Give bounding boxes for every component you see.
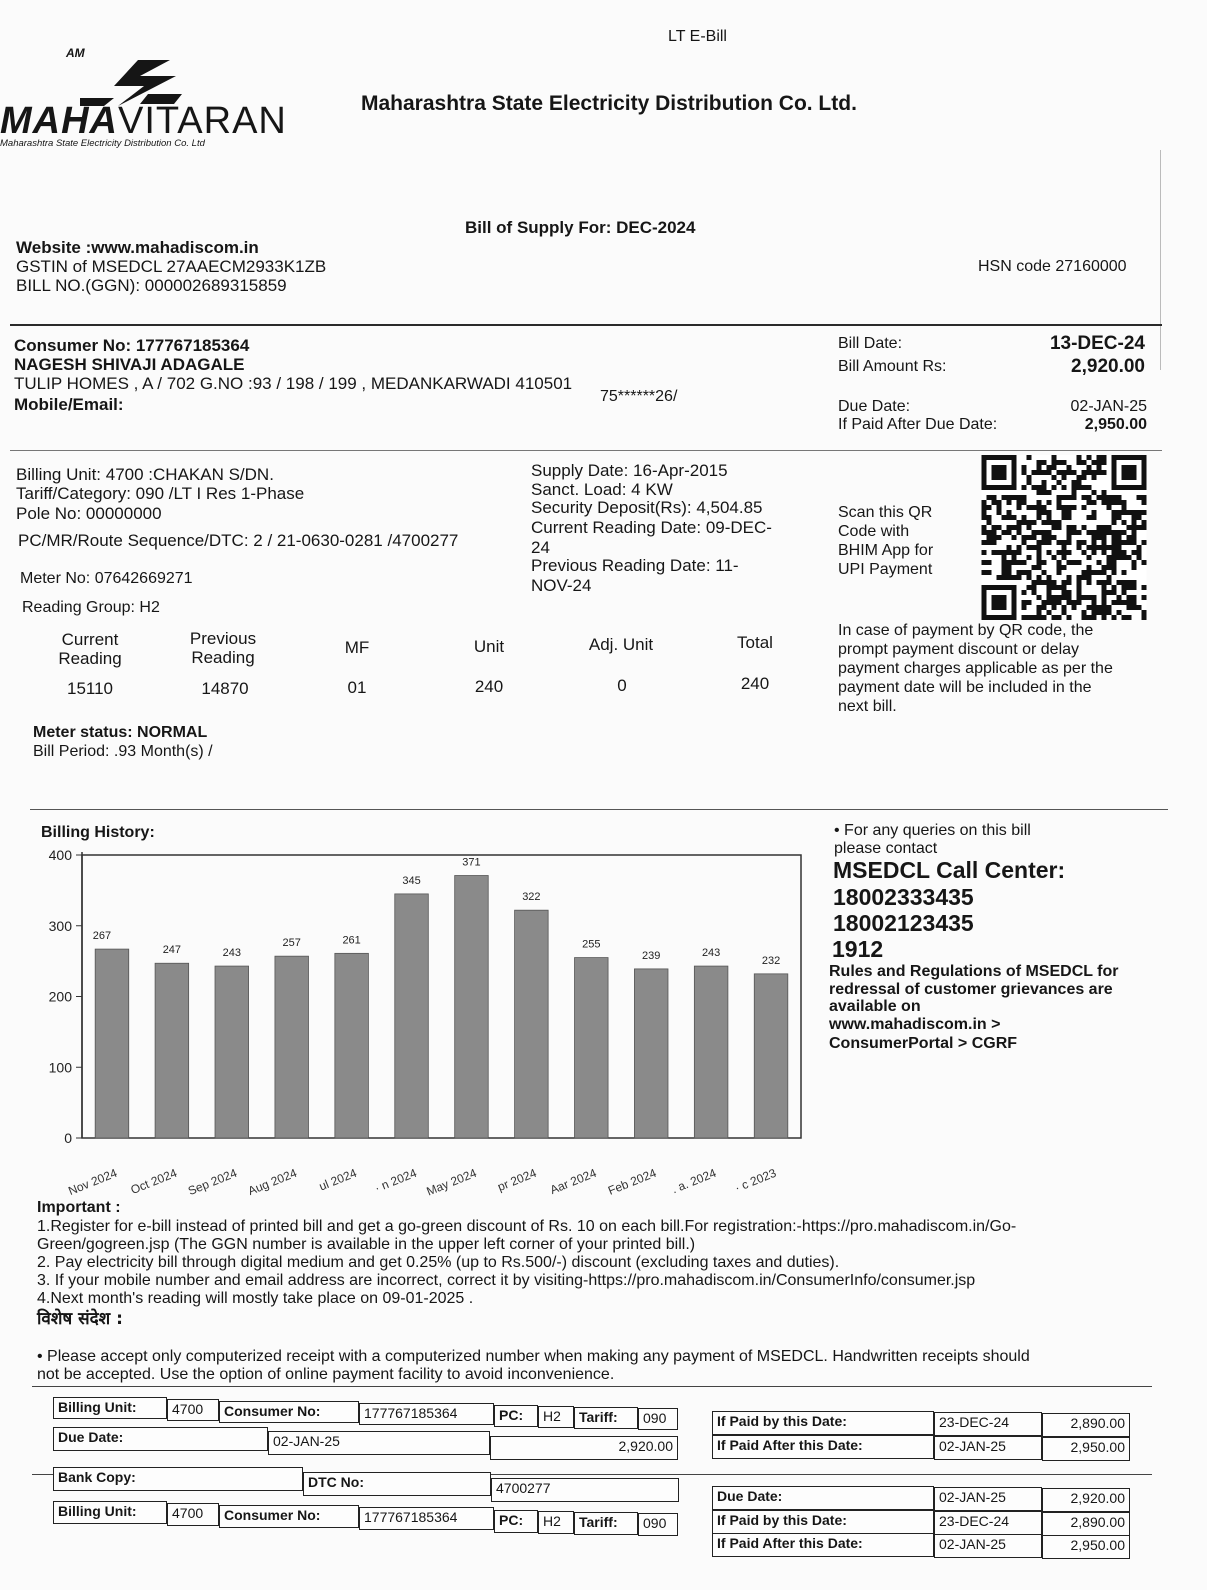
divider-consumer (10, 450, 1162, 451)
header-adj-unit: Adj. Unit (588, 635, 654, 654)
slip2-bank-copy-label: Bank Copy: (53, 1467, 303, 1491)
qr-caption-line: Code with (838, 523, 910, 540)
x-tick-label: ul 2024 (316, 1165, 359, 1194)
bar-may-2024 (455, 876, 489, 1138)
bar-value-label: 261 (342, 934, 361, 947)
important-item: 4.Next month's reading will mostly take place on 09-01-2025 . (37, 1290, 474, 1307)
slip2-due-label: Due Date: (712, 1486, 934, 1510)
bill-amount: 2,920.00 (1071, 356, 1145, 377)
logo-wordmark (0, 100, 287, 143)
mobile-value: 75******26/ (600, 388, 678, 405)
sanctioned-load: Sanct. Load: 4 KW (531, 480, 673, 499)
value-previous-reading: 14870 (201, 679, 249, 698)
slip1-consumer: 177767185364 (359, 1403, 494, 1425)
qr-caption-line: UPI Payment (838, 561, 933, 578)
slip2-paid-after-amount: 2,950.00 (1042, 1535, 1130, 1559)
website-line: Website :www.mahadiscom.in (16, 238, 259, 257)
rules-line-2: redressal of customer grievances are (829, 981, 1113, 998)
divider-top (10, 324, 1162, 326)
supply-date: Supply Date: 16-Apr-2015 (531, 461, 728, 480)
upi-qr-code[interactable] (978, 455, 1150, 620)
slip1-paid-after-date: 02-JAN-25 (934, 1436, 1042, 1460)
bar-apr-2024 (515, 910, 549, 1138)
header-previous-reading: Previous Reading (189, 629, 257, 667)
bar-value-label: 239 (642, 949, 661, 962)
x-tick-label: Feb 2024 (606, 1165, 659, 1198)
divider-slip-1 (32, 1386, 1152, 1387)
phone-1: 18002333435 (833, 884, 974, 910)
bill-number: BILL NO.(GGN): 000002689315859 (16, 276, 287, 295)
hsn-code: HSN code 27160000 (978, 258, 1127, 275)
after-due-amount: 2,950.00 (1084, 416, 1147, 433)
chart-title: Billing History: (41, 824, 155, 841)
bar-nov-2024 (95, 949, 129, 1138)
slip2-consumer-label: Consumer No: (219, 1505, 359, 1528)
slip2-dtc-label: DTC No: (303, 1472, 491, 1496)
bar-value-label: 322 (522, 891, 541, 904)
important-list (37, 1218, 1016, 1328)
mobile-label: Mobile/Email: (14, 395, 124, 414)
header-unit: Unit (473, 637, 505, 656)
bar-sep-2024 (215, 966, 249, 1138)
previous-reading-date: Previous Reading Date: 11- (531, 556, 739, 575)
bar-value-label: 232 (761, 954, 781, 967)
slip1-due: 02-JAN-25 (268, 1431, 490, 1455)
slip1-paid-after-label: If Paid After this Date: (712, 1435, 934, 1459)
slip1-paid-by-date: 23-DEC-24 (934, 1412, 1042, 1436)
meter-number: Meter No: 07642669271 (20, 570, 193, 587)
query-line-2: please contact (834, 840, 938, 857)
y-tick-label: 300 (48, 917, 72, 934)
slip2-billing-unit: 4700 (167, 1503, 219, 1526)
qr-note (838, 621, 1113, 716)
bill-date: 13-DEC-24 (1049, 333, 1145, 354)
slip1-paid-after-amount: 2,950.00 (1042, 1437, 1130, 1461)
bill-period: Bill Period: .93 Month(s) / (33, 743, 213, 760)
meter-status: Meter status: NORMAL (33, 724, 208, 741)
slip1-tariff-label: Tariff: (574, 1407, 638, 1429)
bar-jan-2024 (694, 966, 728, 1138)
qr-note-line: prompt payment discount or delay (838, 641, 1080, 658)
bar-feb-2024 (634, 969, 668, 1138)
value-mf: 01 (347, 678, 367, 697)
bar-jun-2024 (395, 894, 429, 1138)
value-total: 240 (740, 674, 770, 693)
slip2-pc-label: PC: (494, 1510, 538, 1533)
y-tick-label: 400 (48, 847, 72, 863)
qr-caption-line: BHIM App for (838, 542, 934, 559)
x-tick-label: May 2024 (424, 1165, 479, 1199)
bar-oct-2024 (155, 963, 189, 1138)
qr-note-line: payment charges applicable as per the (838, 660, 1113, 677)
slip2-paid-after-label: If Paid After this Date: (712, 1533, 934, 1557)
bar-mar-2024 (575, 958, 609, 1138)
bar-jul-2024 (335, 953, 369, 1138)
current-reading-date-cont: 24 (531, 538, 550, 557)
x-tick-label: · n 2024 (372, 1165, 419, 1196)
slip2-tariff-label: Tariff: (574, 1512, 638, 1535)
bar-dec-2023 (754, 974, 788, 1138)
lt-ebill-label: LT E-Bill (668, 28, 727, 45)
value-current-reading: 15110 (66, 679, 113, 698)
slip1-pc-label: PC: (494, 1405, 538, 1427)
gstin-line: GSTIN of MSEDCL 27AAECM2933K1ZB (16, 257, 327, 276)
pole-number: Pole No: 00000000 (16, 504, 162, 523)
qr-caption (838, 503, 933, 579)
bar-value-label: 243 (701, 947, 721, 960)
slip1-billing-unit: 4700 (167, 1399, 219, 1421)
rules-line-3: available on (829, 998, 921, 1015)
phone-3: 1912 (832, 936, 884, 962)
mahavitaran-logo (0, 40, 290, 155)
bar-value-label: 247 (162, 944, 182, 957)
value-adj-unit: 0 (617, 676, 627, 695)
y-tick-label: 200 (48, 988, 72, 1005)
slip1-tariff: 090 (638, 1408, 678, 1430)
slip2-tariff: 090 (638, 1513, 678, 1536)
slip2-paid-by-label: If Paid by this Date: (712, 1510, 934, 1534)
important-item: Green/gogreen.jsp (The GGN number is available in the upper left corner of your printed bill.) (37, 1236, 696, 1253)
x-tick-label: pr 2024 (495, 1165, 539, 1195)
header-mf: MF (344, 638, 370, 657)
slip2-billing-unit-label: Billing Unit: (53, 1501, 167, 1524)
slip2-paid-by-date: 23-DEC-24 (934, 1511, 1042, 1535)
x-tick-label: Oct 2024 (128, 1165, 179, 1198)
bar-value-label: 255 (582, 938, 601, 951)
x-tick-label: Sep 2024 (186, 1165, 239, 1199)
consumer-number: Consumer No: 177767185364 (14, 336, 250, 355)
slip2-due-amount: 2,920.00 (1042, 1488, 1130, 1512)
rules-link-1[interactable]: www.mahadiscom.in > (829, 1016, 1001, 1033)
slip1-paid-by-label: If Paid by this Date: (712, 1411, 934, 1435)
route-sequence: PC/MR/Route Sequence/DTC: 2 / 21-0630-0281 /4700277 (18, 531, 459, 550)
slip2-paid-after-date: 02-JAN-25 (934, 1534, 1042, 1558)
bar-value-label: 257 (282, 937, 301, 950)
query-line-1: • For any queries on this bill (834, 822, 1031, 839)
current-reading-date: Current Reading Date: 09-DEC- (531, 518, 772, 537)
chart-frame (82, 855, 801, 1138)
slip1-due-label: Due Date: (53, 1427, 268, 1451)
qr-caption-line: Scan this QR (838, 504, 933, 521)
receipt-note-1: • Please accept only computerized receipt with a computerized number when making any payment of MSEDCL. Handwritten receipts should (37, 1348, 1030, 1365)
bar-value-label: 345 (402, 874, 421, 887)
slip2-pc: H2 (538, 1511, 574, 1534)
important-title: Important : (37, 1199, 121, 1216)
slip2-due-date: 02-JAN-25 (934, 1487, 1042, 1511)
bill-amount-label: Bill Amount Rs: (838, 358, 947, 375)
consumer-name: NAGESH SHIVAJI ADAGALE (14, 355, 245, 374)
logo-corner-text: AM (66, 46, 85, 60)
header-current-reading: Current Reading (58, 630, 122, 668)
company-name: Maharashtra State Electricity Distribution Co. Ltd. (361, 92, 857, 115)
important-item: 2. Pay electricity bill through digital medium and get 0.25% (up to Rs.500/-) discount (excluding taxes and duties). (37, 1254, 840, 1271)
special-message: विशेष संदेश : (37, 1309, 123, 1329)
after-due-label: If Paid After Due Date: (838, 416, 998, 433)
y-tick-label: 100 (48, 1059, 72, 1076)
bar-value-label: 267 (92, 930, 112, 943)
qr-note-line: In case of payment by QR code, the (838, 622, 1094, 639)
slip2-consumer: 177767185364 (359, 1507, 494, 1530)
qr-note-line: next bill. (838, 698, 897, 715)
header-total: Total (737, 633, 773, 652)
bar-value-label: 371 (462, 856, 481, 869)
slip1-consumer-label: Consumer No: (219, 1401, 359, 1423)
bar-aug-2024 (275, 956, 309, 1138)
x-tick-label: · c 2023 (732, 1165, 779, 1196)
call-center-title: MSEDCL Call Center: (833, 857, 1066, 883)
due-date-label: Due Date: (838, 398, 911, 415)
rules-link-2[interactable]: ConsumerPortal > CGRF (829, 1035, 1018, 1052)
slip1-pc: H2 (538, 1406, 574, 1428)
important-item: 3. If your mobile number and email address are incorrect, correct it by visiting-https://pro.mahadiscom.in/ConsumerInfo/consumer.jsp (37, 1272, 976, 1289)
divider-chart (30, 809, 1168, 810)
x-tick-label: Aug 2024 (245, 1165, 299, 1199)
slip2-dtc: 4700277 (491, 1478, 679, 1502)
due-date: 02-JAN-25 (1070, 398, 1147, 415)
header-divider (1160, 150, 1161, 370)
slip1-billing-unit-label: Billing Unit: (53, 1397, 167, 1419)
logo-maha: MAHA (0, 100, 118, 142)
billing-history-chart (20, 835, 820, 1205)
logo-subtitle: Maharashtra State Electricity Distribution Co. Ltd (0, 138, 205, 149)
previous-reading-date-cont: NOV-24 (531, 576, 592, 595)
x-tick-label: Aar 2024 (548, 1165, 599, 1198)
bill-title: Bill of Supply For: DEC-2024 (465, 218, 696, 237)
bar-value-label: 243 (222, 947, 241, 960)
value-unit: 240 (474, 677, 504, 696)
tariff-category: Tariff/Category: 090 /LT I Res 1-Phase (16, 484, 305, 503)
important-item: 1.Register for e-bill instead of printed bill and get a go-green discount of Rs. 10 on each bill.For registration:-https://pro.mahadiscom.in/Go- (37, 1218, 1017, 1235)
qr-note-line: payment date will be included in the (838, 679, 1092, 696)
consumer-address: TULIP HOMES , A / 702 G.NO :93 / 198 / 199 , MEDANKARWADI 410501 (14, 374, 573, 393)
logo-vitaran: VITARAN (117, 100, 287, 142)
slip2-paid-by-amount: 2,890.00 (1042, 1512, 1130, 1536)
security-deposit: Security Deposit(Rs): 4,504.85 (531, 498, 763, 517)
x-tick-label: Nov 2024 (66, 1165, 120, 1199)
bill-date-label: Bill Date: (838, 335, 903, 352)
rules-line-1: Rules and Regulations of MSEDCL for (829, 963, 1119, 980)
reading-group: Reading Group: H2 (22, 599, 160, 616)
x-tick-label: . a. 2024 (669, 1165, 719, 1197)
phone-2: 18002123435 (833, 910, 974, 936)
billing-unit: Billing Unit: 4700 :CHAKAN S/DN. (16, 465, 274, 484)
slip1-paid-by-amount: 2,890.00 (1042, 1413, 1130, 1437)
slip1-amount: 2,920.00 (490, 1436, 678, 1460)
y-tick-label: 0 (64, 1130, 72, 1146)
receipt-note-2: not be accepted. Use the option of online payment facility to avoid inconvenience. (37, 1366, 615, 1383)
